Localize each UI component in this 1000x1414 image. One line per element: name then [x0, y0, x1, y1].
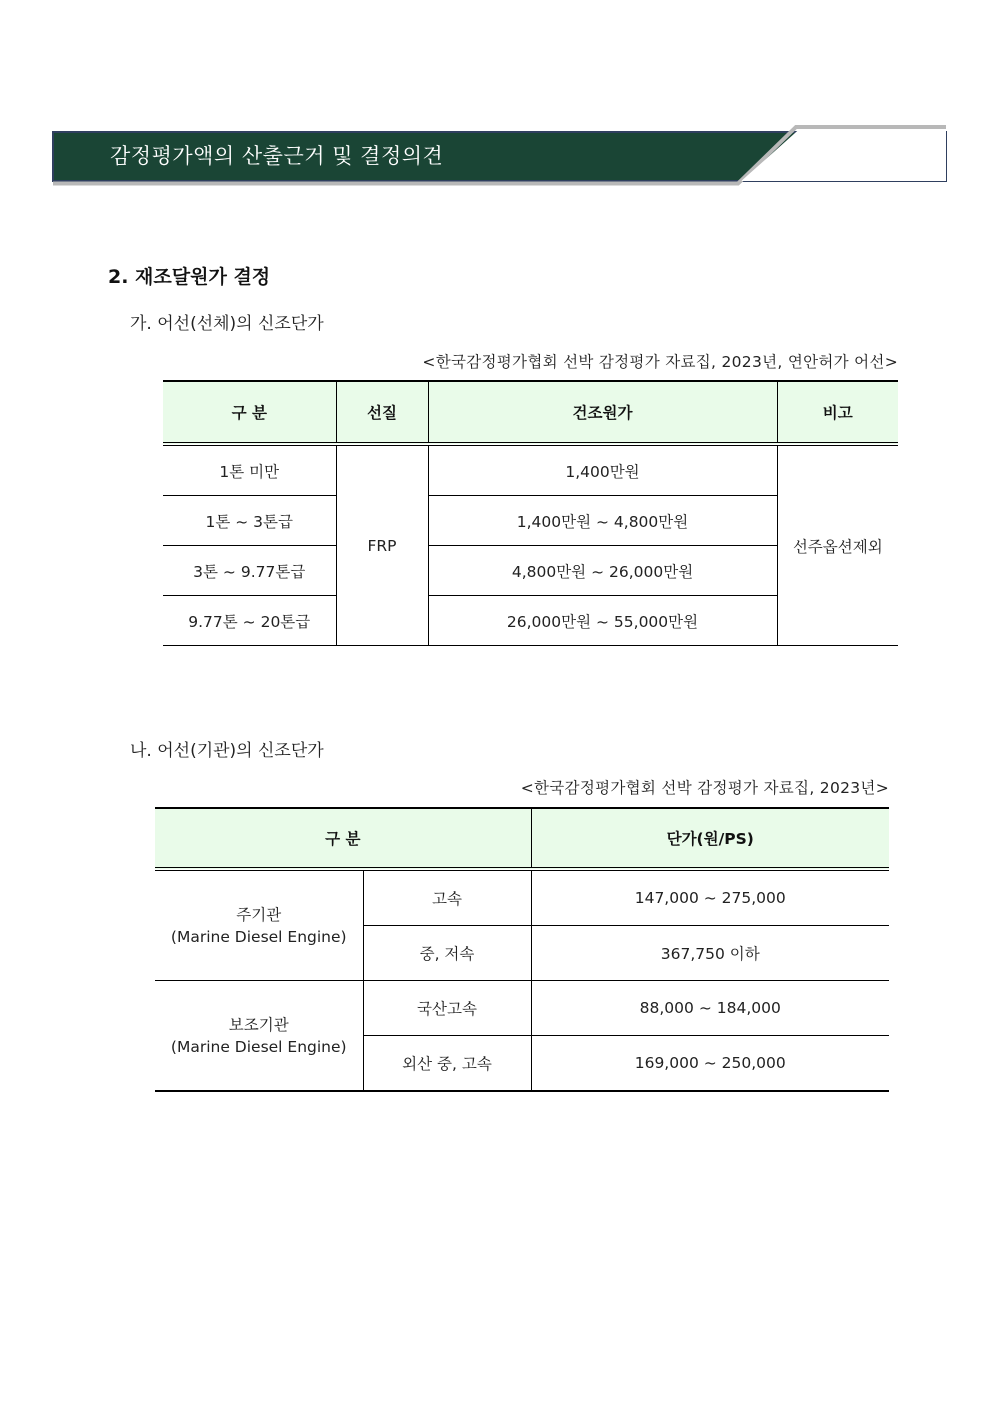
hull-cost-table — [163, 380, 898, 646]
row-price: 367,750 이하 — [531, 926, 889, 981]
section-heading: 2. 재조달원가 결정 — [108, 266, 271, 288]
header-category: 구 분 — [155, 808, 531, 869]
row-category: 3톤 ~ 9.77톤급 — [163, 546, 336, 596]
group-name: 주기관 — [236, 905, 282, 924]
row-speed: 중, 저속 — [363, 926, 531, 981]
header-note: 비고 — [777, 381, 898, 444]
row-speed: 외산 중, 고속 — [363, 1036, 531, 1092]
row-cost: 1,400만원 — [428, 444, 777, 496]
header-unit-price: 단가(원/PS) — [531, 808, 889, 869]
row-price: 169,000 ~ 250,000 — [531, 1036, 889, 1092]
group-sub: (Marine Diesel Engine) — [170, 927, 347, 946]
engine-group-main — [155, 869, 363, 981]
group-sub: (Marine Diesel Engine) — [170, 1037, 347, 1056]
engine-source-caption: <한국감정평가협회 선박 감정평가 자료집, 2023년> — [520, 779, 889, 797]
hull-source-caption: <한국감정평가협회 선박 감정평가 자료집, 2023년, 연안허가 어선> — [422, 353, 898, 371]
row-speed: 국산고속 — [363, 981, 531, 1036]
material-cell: FRP — [336, 444, 428, 646]
table-row — [163, 444, 898, 496]
table-header-row — [163, 381, 898, 444]
engine-subheading: 나. 어선(기관)의 신조단가 — [130, 741, 324, 761]
row-price: 147,000 ~ 275,000 — [531, 869, 889, 926]
header-category: 구 분 — [163, 381, 336, 444]
group-name: 보조기관 — [228, 1015, 289, 1034]
header-material: 선질 — [336, 381, 428, 444]
section-banner — [0, 0, 1000, 200]
hull-subheading: 가. 어선(선체)의 신조단가 — [130, 314, 324, 334]
engine-group-aux — [155, 981, 363, 1092]
row-price: 88,000 ~ 184,000 — [531, 981, 889, 1036]
banner-title: 감정평가액의 산출근거 및 결정의견 — [110, 144, 444, 168]
row-category: 1톤 ~ 3톤급 — [163, 496, 336, 546]
header-build-cost: 건조원가 — [428, 381, 777, 444]
row-speed: 고속 — [363, 869, 531, 926]
row-cost: 4,800만원 ~ 26,000만원 — [428, 546, 777, 596]
row-category: 1톤 미만 — [163, 444, 336, 496]
table-row — [155, 981, 889, 1036]
engine-price-table — [155, 807, 889, 1092]
row-cost: 1,400만원 ~ 4,800만원 — [428, 496, 777, 546]
row-cost: 26,000만원 ~ 55,000만원 — [428, 596, 777, 646]
table-row — [155, 869, 889, 926]
table-header-row — [155, 808, 889, 869]
note-cell: 선주옵션제외 — [777, 444, 898, 646]
row-category: 9.77톤 ~ 20톤급 — [163, 596, 336, 646]
